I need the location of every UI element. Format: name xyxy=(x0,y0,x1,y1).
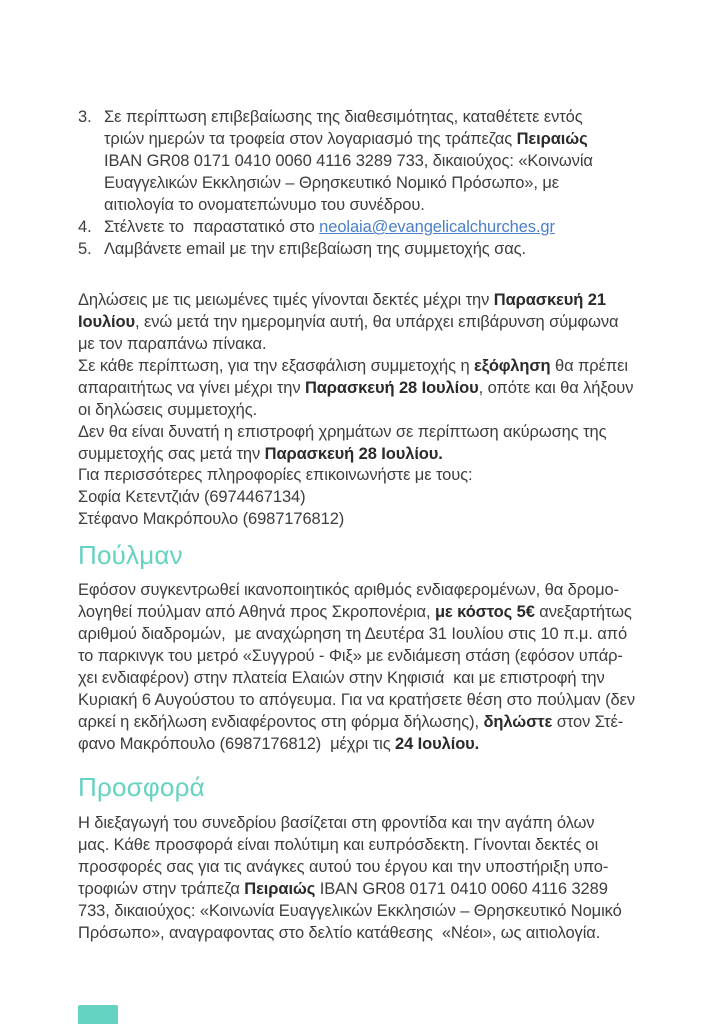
text-segment: Ευαγγελικών Εκκλησιών – Θρησκευτικό Νομικό Πρόσωπο», με xyxy=(104,174,559,192)
text-line xyxy=(104,150,593,172)
text-segment: Κυριακή 6 Αυγούστου το απόγευμα. Για να κρατήσετε θέση στο πούλμαν (δεν xyxy=(78,691,635,709)
text-segment: λογηθεί πούλμαν από Αθηνά προς Σκροπονέρια, xyxy=(78,603,435,621)
text-line xyxy=(78,922,664,944)
text-line xyxy=(78,311,664,333)
next-section-heading-fragment xyxy=(78,1005,118,1024)
text-segment: , οπότε και θα λήξουν xyxy=(478,379,634,397)
text-line xyxy=(78,355,664,377)
text-segment: θα πρέπει xyxy=(550,357,628,375)
text-segment: Δεν θα είναι δυνατή η επιστροφή χρημάτων σε περίπτωση ακύρωσης της xyxy=(78,423,607,441)
contact-info xyxy=(78,464,664,530)
text-line xyxy=(78,508,664,530)
text-segment: Λαμβάνετε email με την επιβεβαίωση της συμμετοχής σας. xyxy=(104,240,526,258)
text-line xyxy=(78,878,664,900)
list-item xyxy=(78,106,664,216)
bold-text: εξόφληση xyxy=(474,357,551,375)
text-segment: φανο Μακρόπουλο (6987176812) μέχρι τις xyxy=(78,735,396,753)
text-segment: IBAN GR08 0171 0410 0060 4116 3289 xyxy=(315,880,608,898)
text-segment: τροφιών στην τράπεζα xyxy=(78,880,245,898)
bold-text: Πειραιώς xyxy=(244,880,316,898)
section-body-poulman xyxy=(78,579,664,755)
text-line xyxy=(78,667,664,689)
text-segment: Στέφανο Μακρόπουλο (6987176812) xyxy=(78,510,345,528)
text-line xyxy=(104,106,593,128)
email-link[interactable]: neolaia@evangelicalchurches.gr xyxy=(319,218,555,236)
bold-text: Παρασκευή 28 Ιουλίου xyxy=(304,379,479,397)
text-line xyxy=(78,601,664,623)
text-line xyxy=(78,733,664,755)
text-line xyxy=(78,645,664,667)
text-line xyxy=(78,377,664,399)
text-segment: τριών ημερών τα τροφεία στον λογαριασμό της τράπεζας xyxy=(104,130,517,148)
text-segment: Για περισσότερες πληροφορίες επικοινωνήστε με τους: xyxy=(78,466,473,484)
list-item-text xyxy=(104,216,555,238)
bold-text: Ιουλίου xyxy=(78,313,136,331)
section-body-prosfora xyxy=(78,812,664,944)
registration-steps-list xyxy=(78,106,664,260)
text-segment: 733, δικαιούχος: «Κοινωνία Ευαγγελικών Εκκλησιών – Θρησκευτικό Νομικό xyxy=(78,902,622,920)
text-line xyxy=(78,421,664,443)
bold-text: με κόστος 5€ xyxy=(434,603,535,621)
list-item xyxy=(78,238,664,260)
text-line xyxy=(104,194,593,216)
text-segment: Δηλώσεις με τις μειωμένες τιμές γίνονται δεκτές μέχρι την xyxy=(78,291,494,309)
text-line xyxy=(78,399,664,421)
text-segment: Σοφία Κετεντζιάν (6974467134) xyxy=(78,488,306,506)
text-segment: Πρόσωπο», αναγραφοντας στο δελτίο κατάθεσης «Νέοι», ως αιτιολογία. xyxy=(78,924,601,942)
list-item-number: 5. xyxy=(78,240,92,258)
text-line xyxy=(78,900,664,922)
text-segment: οι δηλώσεις συμμετοχής. xyxy=(78,401,258,419)
section-heading-prosfora: Προσφορά xyxy=(78,772,205,802)
bold-text: 24 Ιουλίου. xyxy=(395,735,480,753)
text-segment: , ενώ μετά την ημερομηνία αυτή, θα υπάρχει επιβάρυνση σύμφωνα xyxy=(135,313,619,331)
text-segment: IBAN GR08 0171 0410 0060 4116 3289 733, δικαιούχος: «Κοινωνία xyxy=(104,152,593,170)
text-segment: μας. Κάθε προσφορά είναι πολύτιμη και ευπρόσδεκτη. Γίνονται δεκτές οι xyxy=(78,836,599,854)
text-segment: Σε περίπτωση επιβεβαίωσης της διαθεσιμότητας, καταθέτετε εντός xyxy=(104,108,583,126)
text-line xyxy=(104,216,555,238)
text-line xyxy=(78,579,664,601)
text-line xyxy=(104,172,593,194)
text-line xyxy=(78,689,664,711)
text-line xyxy=(78,464,664,486)
text-line xyxy=(78,443,664,465)
text-segment: αιτιολογία το ονοματεπώνυμο του συνέδρου. xyxy=(104,196,425,214)
text-segment: προσφορές σας για τις ανάγκες αυτού του έργου και την υποστήριξη υπο- xyxy=(78,858,609,876)
bold-text: Πειραιώς xyxy=(516,130,588,148)
text-segment: Στέλνετε το παραστατικό στο xyxy=(104,218,320,236)
text-line xyxy=(78,333,664,355)
text-segment: Σε κάθε περίπτωση, για την εξασφάλιση συμμετοχής η xyxy=(78,357,475,375)
list-item-number: 4. xyxy=(78,218,92,236)
list-item-text xyxy=(104,106,593,216)
text-segment: Η διεξαγωγή του συνεδρίου βασίζεται στη φροντίδα και την αγάπη όλων xyxy=(78,814,595,832)
text-line xyxy=(78,623,664,645)
text-segment: το παρκινγκ του μετρό «Συγγρού - Φιξ» με ενδιάμεση στάση (εφόσον υπάρ- xyxy=(78,647,623,665)
text-segment: στον Στέ- xyxy=(552,713,624,731)
text-segment: απαραιτήτως να γίνει μέχρι την xyxy=(78,379,305,397)
list-item-number: 3. xyxy=(78,108,92,126)
text-segment: χει ενδιαφέρον) στην πλατεία Ελαιών στην Κηφισιά και με επιστροφή την xyxy=(78,669,605,687)
text-line xyxy=(78,289,664,311)
text-line xyxy=(78,856,664,878)
text-line xyxy=(78,812,664,834)
deadlines-paragraph xyxy=(78,289,664,465)
bold-text: δηλώστε xyxy=(483,713,553,731)
text-line xyxy=(104,238,526,260)
text-segment: συμμετοχής σας μετά την xyxy=(78,445,265,463)
list-item xyxy=(78,216,664,238)
text-segment: με τον παραπάνω πίνακα. xyxy=(78,335,267,353)
text-segment: ανεξαρτήτως xyxy=(534,603,632,621)
text-segment: Εφόσον συγκεντρωθεί ικανοποιητικός αριθμός ενδιαφερομένων, θα δρομο- xyxy=(78,581,619,599)
list-item-text xyxy=(104,238,526,260)
text-segment: αριθμού διαδρομών, με αναχώρηση τη Δευτέρα 31 Ιουλίου στις 10 π.μ. από xyxy=(78,625,628,643)
text-line xyxy=(78,486,664,508)
text-line xyxy=(78,711,664,733)
text-line xyxy=(104,128,593,150)
section-heading-poulman: Πούλμαν xyxy=(78,540,183,570)
text-line xyxy=(78,834,664,856)
text-segment: αρκεί η εκδήλωση ενδιαφέροντος στη φόρμα δήλωσης), xyxy=(78,713,484,731)
bold-text: Παρασκευή 28 Ιουλίου. xyxy=(264,445,443,463)
bold-text: Παρασκευή 21 xyxy=(493,291,606,309)
